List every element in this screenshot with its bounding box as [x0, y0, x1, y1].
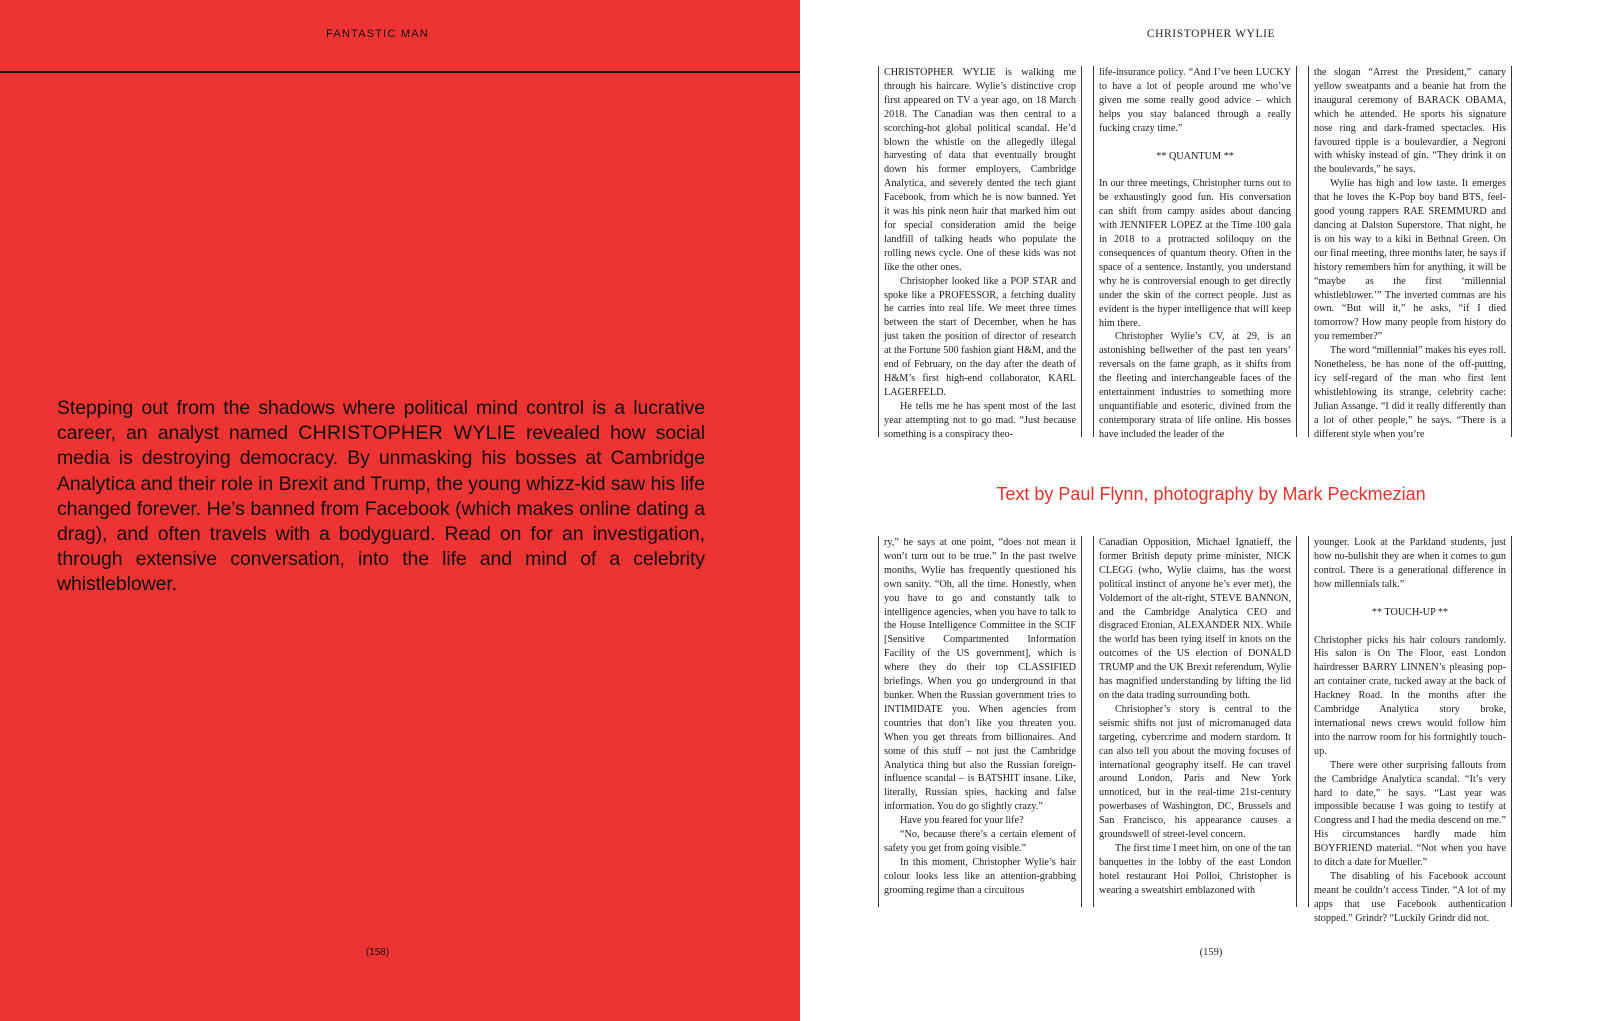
paragraph: Christopher’s story is central to the seismic shifts not just of micromanaged data targeting, cybercrime and modern stardom. It can also tell you about the moving focuses of international geography itself. He can travel around London, Paris and New York unnoticed, but in the real-time 21st-century powerbases of Washington, DC, Brussels and San Francisco, his appearance causes a groundswell of street-level concern.	[1099, 703, 1291, 841]
paragraph: Have you feared for your life?	[900, 815, 1024, 827]
paragraph: “No, because there’s a certain element of safety you get from going visible.”	[884, 829, 1076, 854]
intro-text-after: revealed how social media is destroying democracy. By unmasking his bosses at Cambridge Analytica and their role in Brexit and Trump, the young whizz-kid saw his life changed forever. He’s banned from Facebook (which makes online dating a drag), and often travels with a bodyguard. Read on for an investigation, through extensive conversation, into the life and mind of a celebrity whistleblower.	[57, 422, 705, 596]
paragraph: CHRISTOPHER WYLIE is walking me through his haircare. Wylie’s distinctive crop first appeared on TV a year ago, on 18 March 2018. The Canadian was then central to a scorching-hot global political scandal. He’d blown the whistle on the allegedly illegal harvesting of data that eventually brought down his former employers, Cambridge Analytica, and severely dented the tech giant Facebook, from which he is now banned. Yet it was his pink neon hair that marked him out for special consideration amid the beige landfill of talking heads who populate the rolling news cycle. One of these kids was not like the other ones.	[884, 67, 1076, 273]
header-rule	[0, 71, 800, 73]
paragraph: In our three meetings, Christopher turns out to be exhaustingly good fun. His conversation can shift from campy asides about dancing with JENNIFER LOPEZ at the Time 100 gala in 2018 to a protracted soliloquy on the consequences of quantum theory. Often in the space of a sentence. Instantly, you understand why he is controversial enough to get directly under the skin of the correct people. Just as evident is the hyper intelligence that will keep him there.	[1099, 178, 1291, 329]
paragraph: The word “millennial” makes his eyes roll. Nonetheless, he has none of the off-putting, icy self-regard of the man who first lent whistleblowing its strange, celebrity cache: Julian Assange. “I did it really differently than a lot of other people,” he says. “There is a different style when you’re	[1314, 345, 1506, 440]
paragraph: The disabling of his Facebook account meant he couldn’t access Tinder. “A lot of my apps that use Facebook authentication stopped.” Grindr? “Luckily Grindr did not.	[1314, 870, 1506, 924]
paragraph: Wylie has high and low taste. It emerges that he loves the K-Pop boy band BTS, feel-good young rappers RAE SREMMURD and dancing at Dalston Superstore. That night, he is on his way to a kiki in Bethnal Green. On our final meeting, three months later, he says if history remembers him for anything, it will be “maybe as the first ‘millennial whistleblower.’” The inverted commas are his own. “But will it,” he asks, “if I died tomorrow? How many people from history do you remember?”	[1314, 178, 1506, 343]
paragraph: Christopher picks his hair colours randomly. His salon is On The Floor, east London hairdresser BARRY LINNEN’s pleasing pop-art container crate, tucked away at the back of Hackney Road. In the months after the Cambridge Analytica story broke, international news crews would follow him into the narrow room for his fortnightly touch-up.	[1314, 634, 1506, 757]
article-column-top-1	[878, 66, 1082, 440]
article-column-top-3	[1308, 66, 1512, 440]
paragraph: Christopher Wylie’s CV, at 29, is an astonishing bellwether of the past ten years’ reversals on the fame graph, as it shifts from the fleeting and interchangeable faces of the entertainment industries to something more unquantifiable and esoteric, divined from the contemporary strata of life online. His bosses have included the leader of the	[1099, 331, 1291, 440]
left-page	[0, 0, 800, 1021]
paragraph: The first time I meet him, on one of the tan banquettes in the lobby of the east London hotel restaurant Hoi Polloi, Christopher is wearing a sweatshirt emblazoned with	[1099, 842, 1291, 896]
intro-text-before: Stepping out from the shadows where political mind control is a lucrative career, an analyst named	[57, 397, 705, 445]
byline: Text by Paul Flynn, photography by Mark Peckmezian	[996, 484, 1426, 504]
paragraph: younger. Look at the Parkland students, just how no-bullshit they are when it comes to gun control. There is a generational difference in how millennials talk.”	[1314, 537, 1506, 590]
paragraph: Christopher looked like a POP STAR and spoke like a PROFESSOR, a fetching duality he carries into real life. We meet three times between the start of December, when he has just taken the position of director of research at the Fortune 500 fashion giant H&M, and the end of February, on the day after the death of H&M’s first high-end collaborator, KARL LAGERFELD.	[884, 275, 1076, 398]
paragraph: There were other surprising fallouts from the Cambridge Analytica scandal. “It’s very hard to date,” he says. “Last year was impossible because I was going to testify at Congress and I had the media descend on me.” His circumstances hardly made him BOYFRIEND material. “Not when you have to ditch a date for Mueller.”	[1314, 759, 1506, 869]
page-number-left: (158)	[365, 947, 390, 958]
magazine-running-head: FANTASTIC MAN	[326, 28, 429, 40]
intro-subject-name: CHRISTOPHER WYLIE	[298, 422, 516, 445]
article-column-bottom-1	[878, 536, 1082, 907]
article-running-head: CHRISTOPHER WYLIE	[1146, 28, 1276, 40]
page-number-right: (159)	[1199, 947, 1223, 958]
paragraph: Canadian Opposition, Michael Ignatieff, the former British deputy prime minister, NICK CLEGG (who, Wylie claims, has the worst political instinct of anyone he’s ever met), the Voldemort of the alt-right, STEVE BANNON, and the Cambridge Analytica CEO and disgraced Etonian, ALEXANDER NIX. While the world has been tying itself in knots on the outcomes of the US election of DONALD TRUMP and the UK Brexit referendum, Wylie has magnified understanding by lifting the lid on the data trading surrounding both.	[1099, 537, 1291, 701]
paragraph: life-insurance policy. “And I’ve been LUCKY to have a lot of people around me who’ve given me some really good advice – which helps you stay balanced through a really fucking crazy time.”	[1099, 67, 1291, 134]
paragraph: In this moment, Christopher Wylie’s hair colour looks less like an attention-grabbing grooming regime than a circuitous	[884, 856, 1076, 896]
paragraph: He tells me he has spent most of the last year attempting not to go mad. “Just because something is a conspiracy theo-	[884, 400, 1076, 440]
section-subhead: ** QUANTUM **	[1156, 150, 1234, 162]
section-subhead: ** TOUCH-UP **	[1371, 606, 1449, 618]
article-column-bottom-3	[1308, 536, 1512, 924]
intro-standfirst	[57, 396, 705, 598]
paragraph: the slogan “Arrest the President,” canary yellow sweatpants and a beanie hat from the inaugural ceremony of BARACK OBAMA, which he attended. He sports his signature nose ring and dark-framed spectacles. His favoured tipple is a boulevardier, a Negroni with whisky instead of gin. “They drink it on the boulevards,” he says.	[1314, 67, 1506, 176]
paragraph: ry,” he says at one point, “does not mean it won’t turn out to be true.” In the past twelve months, Wylie has frequently questioned his own sanity. “Oh, all the time. Honestly, when you have to go and constantly talk to intelligence agencies, when you have to talk to the House Intelligence Committee in the SCIF [Sensitive Compartmented Information Facility of the US government], which is where they do their top CLASSIFIED briefings. When you go underground in that bunker. When the Russian government tries to INTIMIDATE you. When agencies from countries that don’t like you threaten you. When you get threats from billionaires. And some of this stuff – not just the Cambridge Analytica thing but also the Russian foreign-influence scandal – is BATSHIT insane. Like, literally, Russian spies, hacking and false information. You do go slightly crazy.”	[884, 537, 1076, 813]
article-column-top-2	[1093, 66, 1297, 440]
article-column-bottom-2	[1093, 536, 1297, 907]
